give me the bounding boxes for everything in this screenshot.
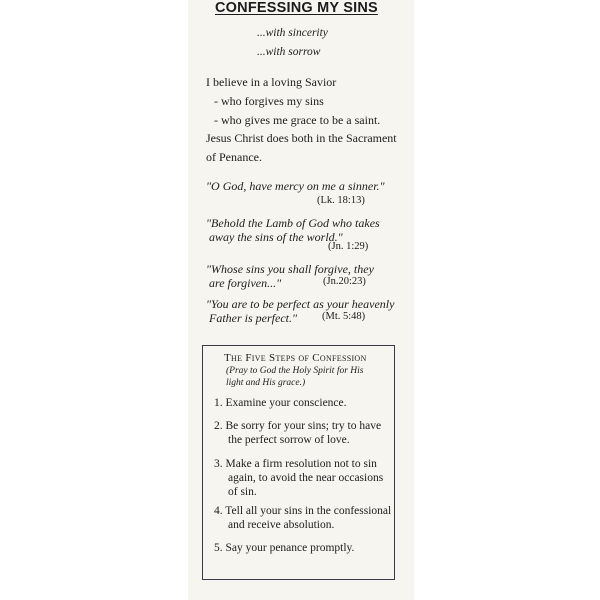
step-5: 5. Say your penance promptly. [214,542,355,554]
step-2: 2. Be sorry for your sins; try to have [214,420,382,432]
belief-line: I believe in a loving Savior [206,75,337,89]
quote-reference: (Lk. 18:13) [317,195,365,206]
belief-line: - who gives me grace to be a saint. [214,113,381,127]
five-steps-note: light and His grace.) [226,378,306,388]
step-4: 4. Tell all your sins in the confessional [214,505,392,517]
quote-line: "You are to be perfect as your heavenly [206,297,395,311]
five-steps-title: The Five Steps of Confession [224,352,367,364]
belief-line: of Penance. [206,150,262,164]
belief-line: Jesus Christ does both in the Sacrament [206,131,397,145]
page-title: CONFESSING MY SINS [215,0,378,16]
quote-line: are forgiven..." [209,276,282,290]
step-4-cont: and receive absolution. [228,519,335,531]
subtitle-sorrow: ...with sorrow [257,46,321,58]
quote-reference: (Jn. 1:29) [328,241,369,252]
five-steps-note: (Pray to God the Holy Spirit for His [226,366,364,376]
step-3-cont: again, to avoid the near occasions [228,472,384,484]
step-2-cont: the perfect sorrow of love. [228,434,350,446]
step-1: 1. Examine your conscience. [214,397,347,409]
quote-reference: (Mt. 5:48) [322,311,366,322]
quote-line: "Whose sins you shall forgive, they [206,262,374,276]
quote-line: "O God, have mercy on me a sinner." [206,179,385,193]
quote-line: away the sins of the world." [209,230,343,244]
step-3: 3. Make a firm resolution not to sin [214,458,377,470]
quote-line: "Behold the Lamb of God who takes [206,216,380,230]
quote-reference: (Jn.20:23) [323,276,366,287]
step-3-cont: of sin. [228,486,257,498]
quote-line: Father is perfect." [209,311,298,325]
subtitle-sincerity: ...with sincerity [257,27,328,39]
belief-line: - who forgives my sins [214,94,324,108]
